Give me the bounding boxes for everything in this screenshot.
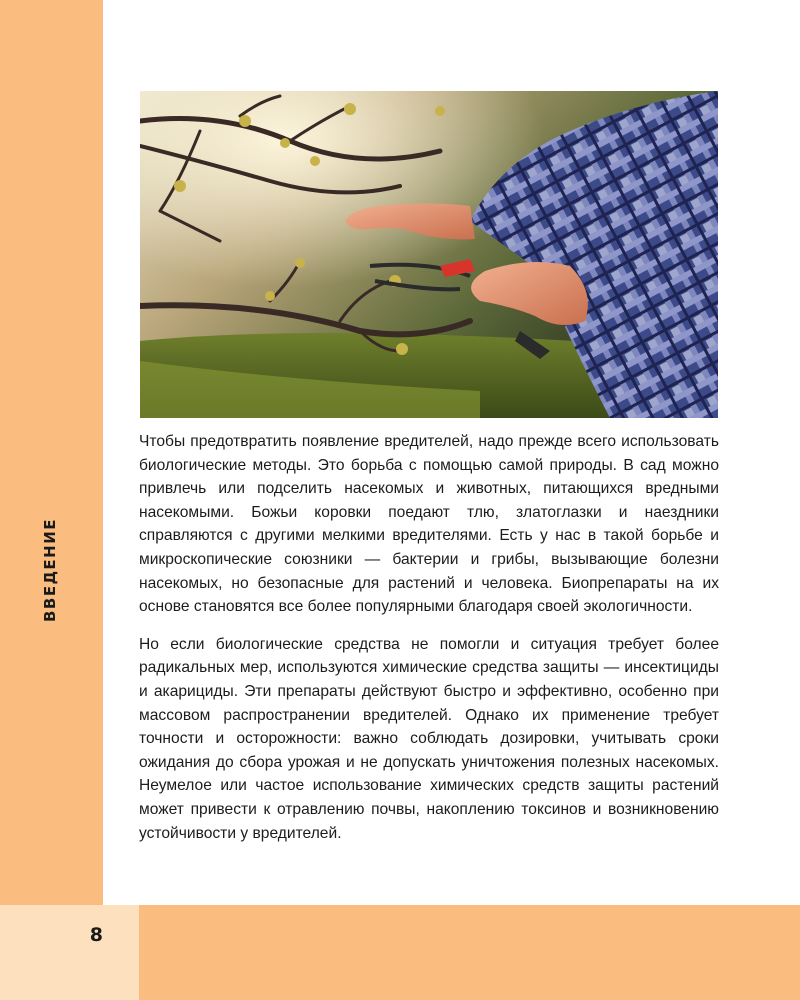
pruning-shears-photo bbox=[140, 91, 718, 418]
body-text bbox=[139, 430, 719, 859]
side-band bbox=[0, 0, 103, 905]
section-label: ВВЕДЕНИЕ bbox=[41, 517, 59, 623]
page-number: 8 bbox=[89, 924, 103, 946]
footer-band bbox=[139, 905, 800, 1000]
paragraph: Чтобы предотвратить появление вредителей, надо прежде всего использовать биологические методы. Это борьба с помощью самой природы. В сад можно привлечь или подселить насекомых и животных, питающихся вредными насекомыми. Божьи коровки поедают тлю, златоглазки и наездники справляются с другими мелкими вредителями. Есть у нас в такой борьбе и микроскопические союзники — бактерии и грибы, вызывающие болезни насекомых, но безопасные для растений и человека. Биопрепараты на их основе становятся все более популярными благодаря своей экологичности. bbox=[139, 433, 719, 616]
paragraph: Но если биологические средства не помогли и ситуация требует более радикальных мер, используются химические средства защиты — инсектициды и акарициды. Эти препараты действуют быстро и эффективно, особенно при массовом распространении вредителей. Однако их применение требует точности и осторожности: важно соблюдать дозировки, учитывать сроки ожидания до сбора урожая и не допускать уничтожения полезных насекомых. Неумелое или частое использование химических средств защиты растений может привести к отравлению почвы, накоплению токсинов и возникновению устойчивости у вредителей. bbox=[139, 635, 719, 842]
